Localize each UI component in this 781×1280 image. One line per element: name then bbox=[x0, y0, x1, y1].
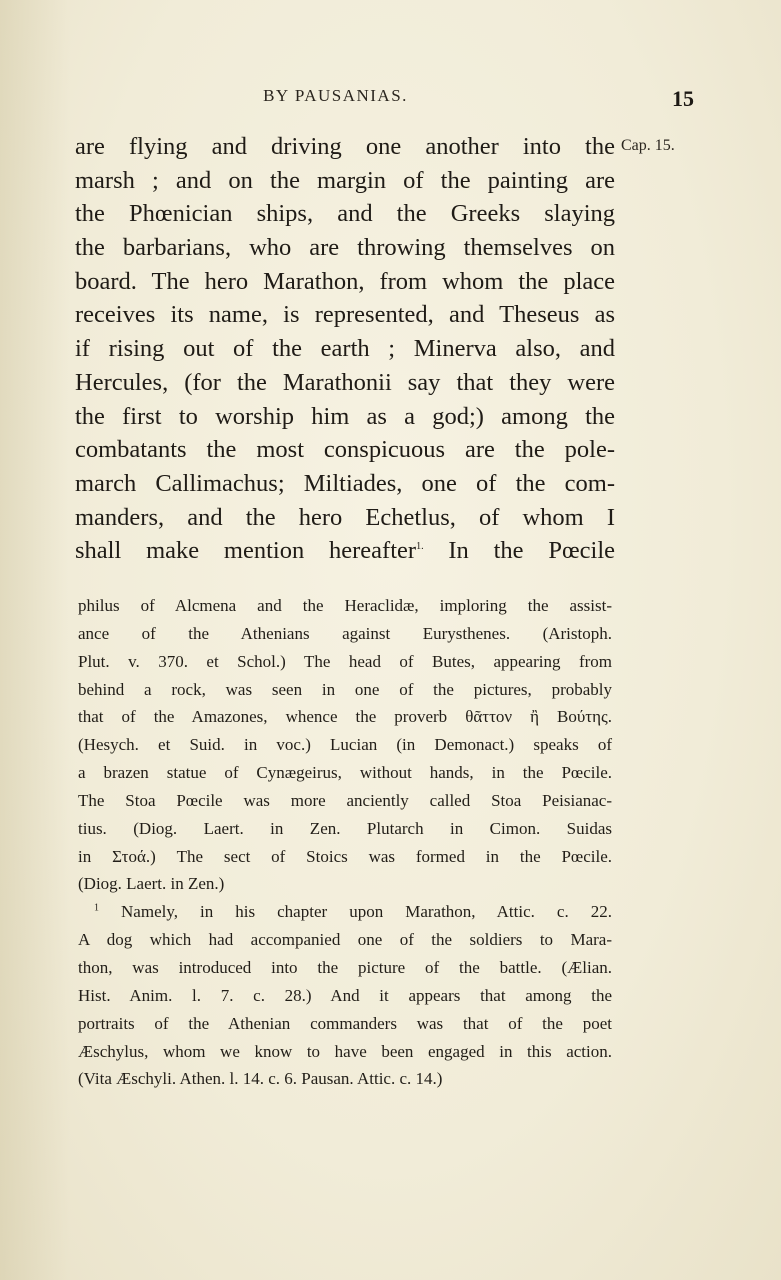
text-segment: shall make mention hereafter bbox=[75, 537, 417, 565]
footnote-line: philus of Alcmena and the Heraclidæ, imploring the assist- bbox=[78, 596, 612, 615]
main-text bbox=[75, 130, 615, 568]
chapter-margin-note: Cap. 15. bbox=[621, 137, 675, 154]
footnote-line: portraits of the Athenian commanders was that of the poet bbox=[78, 1013, 612, 1033]
footnote-line: Plut. v. 370. et Schol.) The head of Butes, appearing from bbox=[78, 651, 612, 671]
footnote-line: that of the Amazones, whence the proverb θᾶττον ἢ Βούτης. bbox=[78, 707, 612, 727]
footnote-line: Æschylus, whom we know to have been engaged in this action. bbox=[78, 1041, 612, 1061]
text-line: receives its name, is represented, and Theseus as bbox=[75, 301, 615, 329]
footnotes bbox=[78, 592, 612, 1093]
footnote-line bbox=[78, 898, 612, 926]
page-number: 15 bbox=[672, 86, 694, 111]
text-line: the first to worship him as a god;) among the bbox=[75, 402, 615, 430]
footnote-line: in Στοά.) The sect of Stoics was formed in the Pœcile. bbox=[78, 846, 612, 866]
text-line: if rising out of the earth ; Minerva also, and bbox=[75, 335, 615, 363]
footnote-reference: 1. bbox=[416, 541, 424, 553]
text-line: combatants the most conspicuous are the pole- bbox=[75, 436, 615, 464]
text-line: the barbarians, who are throwing themselves on bbox=[75, 234, 615, 262]
footnote-line: tius. (Diog. Laert. in Zen. Plutarch in Cimon. Suidas bbox=[78, 818, 612, 838]
footnote-text: Namely, in his chapter upon Marathon, Attic. c. 22. bbox=[121, 902, 612, 922]
text-line: marsh ; and on the margin of the painting are bbox=[75, 166, 615, 194]
footnote-line: The Stoa Pœcile was more anciently called Stoa Peisianac- bbox=[78, 790, 612, 810]
text-line: the Phœnician ships, and the Greeks slaying bbox=[75, 200, 615, 228]
text-line: manders, and the hero Echetlus, of whom I bbox=[75, 503, 615, 531]
footnote-line: behind a rock, was seen in one of the pictures, probably bbox=[78, 679, 612, 699]
text-segment: In the Pœcile bbox=[448, 537, 616, 565]
text-line-final bbox=[75, 534, 615, 568]
footnote-line: (Vita Æschyli. Athen. l. 14. c. 6. Pausan. Attic. c. 14.) bbox=[78, 1069, 443, 1089]
footnote-line: a brazen statue of Cynægeirus, without hands, in the Pœcile. bbox=[78, 763, 612, 783]
footnote-line: ance of the Athenians against Eurysthenes. (Aristoph. bbox=[78, 623, 612, 643]
footnote-line: A dog which had accompanied one of the soldiers to Mara- bbox=[78, 930, 612, 950]
footnote-line: (Diog. Laert. in Zen.) bbox=[78, 874, 225, 894]
running-head: BY PAUSANIAS. bbox=[263, 86, 408, 105]
footnote-line: (Hesych. et Suid. in voc.) Lucian (in Demonact.) speaks of bbox=[78, 735, 612, 755]
footnote-line: thon, was introduced into the picture of the battle. (Ælian. bbox=[78, 957, 612, 977]
footnote-line: Hist. Anim. l. 7. c. 28.) And it appears that among the bbox=[78, 985, 612, 1005]
footnote-marker: 1 bbox=[94, 902, 99, 914]
text-line: march Callimachus; Miltiades, one of the com- bbox=[75, 469, 615, 497]
text-line: Hercules, (for the Marathonii say that they were bbox=[75, 368, 615, 396]
text-line: are flying and driving one another into the bbox=[75, 133, 615, 160]
text-line: board. The hero Marathon, from whom the place bbox=[75, 267, 615, 295]
